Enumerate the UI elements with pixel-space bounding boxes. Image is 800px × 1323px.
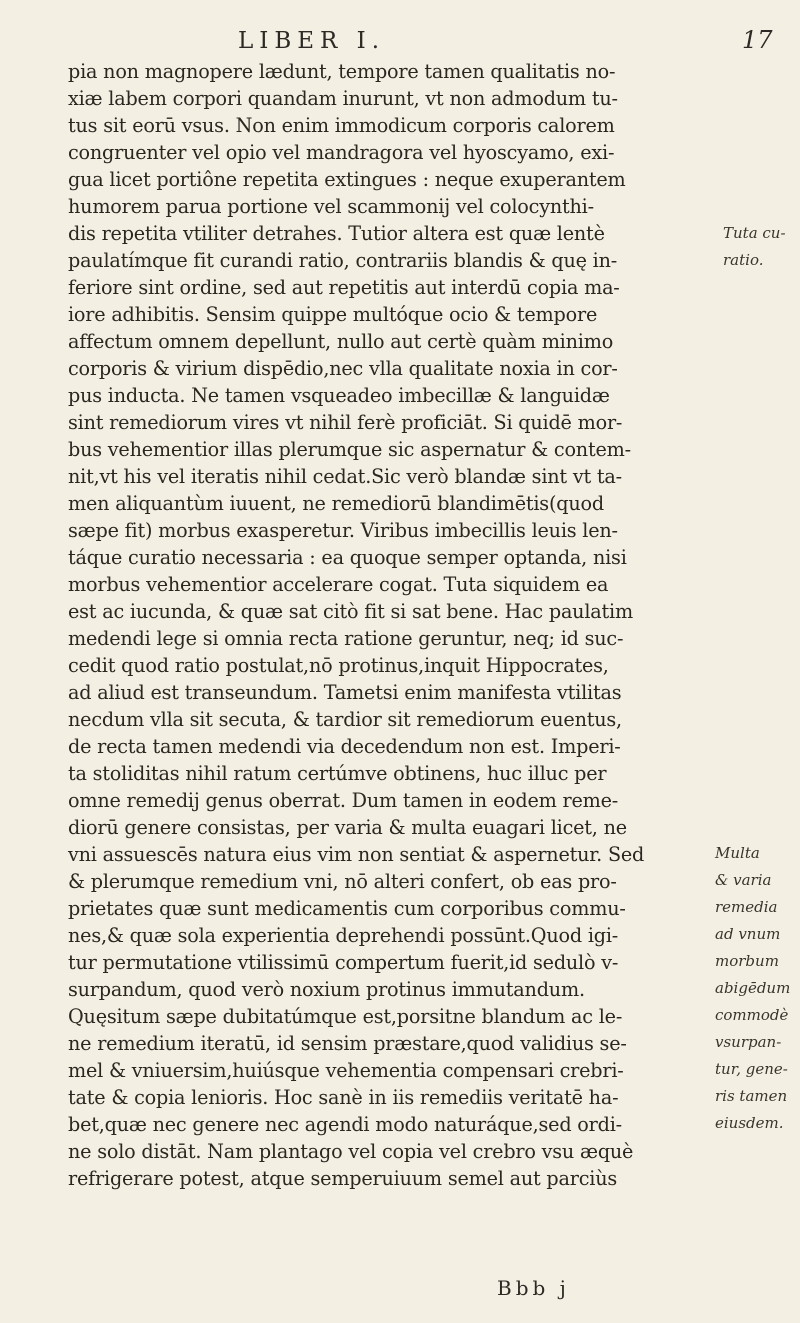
text-line: vni assuescēs natura eius vim non sentiat & aspernetur. Sed bbox=[68, 843, 645, 866]
text-line: nes,& quæ sola experientia deprehendi possūnt.Quod igi- bbox=[68, 924, 619, 947]
text-line: táque curatio necessaria : ea quoque semper optanda, nisi bbox=[68, 546, 627, 569]
running-head: LIBER I. bbox=[238, 28, 386, 54]
margin-note-line: commodè bbox=[715, 1006, 789, 1024]
text-line: surpandum, quod verò noxium protinus immutandum. bbox=[68, 978, 585, 1001]
text-line: men aliquantùm iuuent, ne remediorū blandimētis(quod bbox=[68, 492, 604, 515]
page-number: 17 bbox=[742, 26, 773, 54]
text-line: feriore sint ordine, sed aut repetitis aut interdū copia ma- bbox=[68, 276, 620, 299]
text-line: tate & copia lenioris. Hoc sanè in iis remediis veritatē ha- bbox=[68, 1086, 619, 1109]
text-line: necdum vlla sit secuta, & tardior sit remediorum euentus, bbox=[68, 708, 622, 731]
text-line: congruenter vel opio vel mandragora vel hyoscyamo, exi- bbox=[68, 141, 615, 164]
text-line: sæpe fit) morbus exasperetur. Viribus imbecillis leuis len- bbox=[68, 519, 618, 542]
text-line: tur permutatione vtilissimū compertum fuerit,id sedulò v- bbox=[68, 951, 619, 974]
text-line: paulatímque fit curandi ratio, contrariis blandis & quę in- bbox=[68, 249, 618, 272]
text-line: refrigerare potest, atque semperuiuum semel aut parciùs bbox=[68, 1167, 617, 1190]
text-line: & plerumque remedium vni, nō alteri confert, ob eas pro- bbox=[68, 870, 617, 893]
text-line: est ac iucunda, & quæ sat citò fit si sat bene. Hac paulatim bbox=[68, 600, 633, 623]
text-line: bus vehementior illas plerumque sic aspernatur & contem- bbox=[68, 438, 631, 461]
signature-mark: Bbb j bbox=[497, 1276, 570, 1300]
text-line: xiæ labem corpori quandam inurunt, vt non admodum tu- bbox=[68, 87, 618, 110]
text-line: humorem parua portione vel scammonij vel colocynthi- bbox=[68, 195, 594, 218]
margin-note-line: morbum bbox=[715, 952, 779, 970]
margin-note-multa bbox=[715, 840, 800, 1137]
text-line: sint remediorum vires vt nihil ferè proficiāt. Si quidē mor- bbox=[68, 411, 623, 434]
text-line: de recta tamen medendi via decedendum non est. Imperi- bbox=[68, 735, 621, 758]
text-line: Quęsitum sæpe dubitatúmque est,porsitne blandum ac le- bbox=[68, 1005, 623, 1028]
margin-note-line: Multa bbox=[715, 844, 760, 862]
text-line: corporis & virium dispēdio,nec vlla qualitate noxia in cor- bbox=[68, 357, 618, 380]
text-line: omne remedij genus oberrat. Dum tamen in eodem reme- bbox=[68, 789, 619, 812]
text-line: bet,quæ nec genere nec agendi modo naturáque,sed ordi- bbox=[68, 1113, 622, 1136]
margin-note-tuta bbox=[723, 220, 798, 274]
margin-note-line: abigēdum bbox=[715, 979, 791, 997]
margin-note-line: remedia bbox=[715, 898, 778, 916]
margin-note-line: tur, gene- bbox=[715, 1060, 788, 1078]
margin-note-line: eiusdem. bbox=[715, 1114, 784, 1132]
text-line: gua licet portiône repetita extingues : neque exuperantem bbox=[68, 168, 626, 191]
text-line: affectum omnem depellunt, nullo aut certè quàm minimo bbox=[68, 330, 614, 353]
body-text bbox=[68, 58, 708, 1192]
text-line: pia non magnopere lædunt, tempore tamen qualitatis no- bbox=[68, 60, 616, 83]
margin-note-line: vsurpan- bbox=[715, 1033, 782, 1051]
text-line: nit,vt his vel iteratis nihil cedat.Sic verò blandæ sint vt ta- bbox=[68, 465, 622, 488]
margin-note-line: ad vnum bbox=[715, 925, 781, 943]
text-line: mel & vniuersim,huiúsque vehementia compensari crebri- bbox=[68, 1059, 624, 1082]
text-line: medendi lege si omnia recta ratione geruntur, neq; id suc- bbox=[68, 627, 624, 650]
text-line: ne solo distāt. Nam plantago vel copia vel crebro vsu æquè bbox=[68, 1140, 634, 1163]
text-line: morbus vehementior accelerare cogat. Tuta siquidem ea bbox=[68, 573, 609, 596]
text-line: tus sit eorū vsus. Non enim immodicum corporis calorem bbox=[68, 114, 615, 137]
text-line: ne remedium iteratū, id sensim præstare,quod validius se- bbox=[68, 1032, 627, 1055]
margin-note-line: ratio. bbox=[723, 251, 764, 269]
text-line: ta stoliditas nihil ratum certúmve obtinens, huc illuc per bbox=[68, 762, 607, 785]
text-line: pus inducta. Ne tamen vsqueadeo imbecillæ & languidæ bbox=[68, 384, 610, 407]
text-line: ad aliud est transeundum. Tametsi enim manifesta vtilitas bbox=[68, 681, 622, 704]
page-header bbox=[0, 22, 800, 62]
margin-note-line: Tuta cu- bbox=[723, 224, 786, 242]
text-line: diorū genere consistas, per varia & multa euagari licet, ne bbox=[68, 816, 627, 839]
text-line: cedit quod ratio postulat,nō protinus,inquit Hippocrates, bbox=[68, 654, 609, 677]
text-line: iore adhibitis. Sensim quippe multóque ocio & tempore bbox=[68, 303, 598, 326]
margin-note-line: ris tamen bbox=[715, 1087, 788, 1105]
text-line: dis repetita vtiliter detrahes. Tutior altera est quæ lentè bbox=[68, 222, 605, 245]
margin-note-line: & varia bbox=[715, 871, 772, 889]
text-line: prietates quæ sunt medicamentis cum corporibus commu- bbox=[68, 897, 626, 920]
